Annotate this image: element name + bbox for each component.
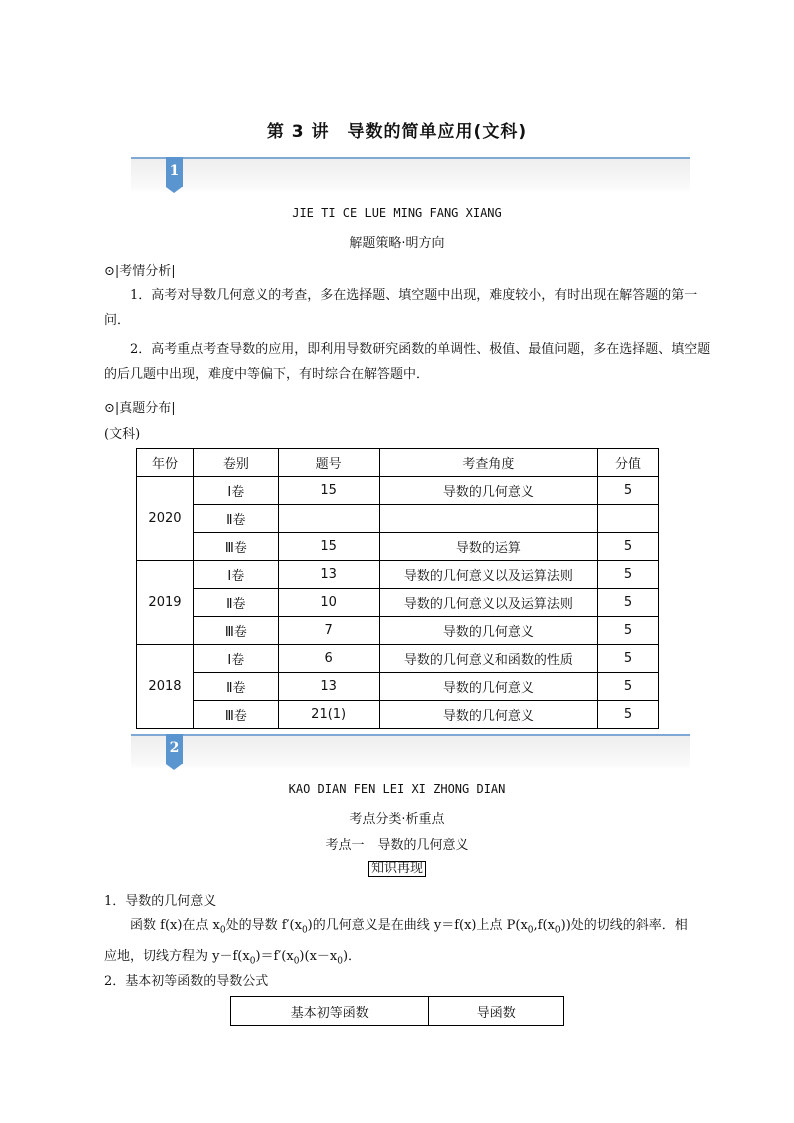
header-year: 年份 <box>137 449 194 477</box>
tihao-cell: 13 <box>278 673 379 701</box>
table-row <box>137 617 659 645</box>
fen-cell: 5 <box>598 701 659 729</box>
header-jiaodu: 考查角度 <box>379 449 598 477</box>
year-cell: 2019 <box>137 561 194 645</box>
jiaodu-cell: 导数的运算 <box>379 533 598 561</box>
header-tihao: 题号 <box>278 449 379 477</box>
section2-heading: 考点分类·析重点 <box>349 812 445 827</box>
juan-cell: Ⅲ卷 <box>193 533 278 561</box>
table-row <box>137 589 659 617</box>
juan-cell: Ⅲ卷 <box>193 617 278 645</box>
tihao-cell <box>278 505 379 533</box>
fen-cell: 5 <box>598 533 659 561</box>
fen-cell: 5 <box>598 477 659 505</box>
jiaodu-cell: 导数的几何意义以及运算法则 <box>379 589 598 617</box>
exam-distribution-table <box>136 448 659 729</box>
section-banner-1 <box>131 157 690 201</box>
juan-cell: Ⅱ卷 <box>193 673 278 701</box>
tihao-cell: 21(1) <box>278 701 379 729</box>
derivative-formula-table <box>230 996 564 1026</box>
year-cell: 2018 <box>137 645 194 729</box>
table-row <box>137 505 659 533</box>
kaoqing-label: ⊙|考情分析| <box>104 264 176 279</box>
para-2: 2．高考重点考查导数的应用，即利用导数研究函数的单调性、极值、最值问题，多在选择题、填空题的后几题中出现，难度中等偏下，有时综合在解答题中． <box>104 342 711 382</box>
section1-pinyin: JIE TI CE LUE MING FANG XIANG <box>292 206 502 220</box>
year-cell: 2020 <box>137 477 194 561</box>
table-row <box>137 533 659 561</box>
table-row <box>137 673 659 701</box>
section2-pinyin: KAO DIAN FEN LEI XI ZHONG DIAN <box>288 782 506 796</box>
jiaodu-cell <box>379 505 598 533</box>
header-fen: 分值 <box>598 449 659 477</box>
tihao-cell: 10 <box>278 589 379 617</box>
section-banner-2 <box>131 734 690 778</box>
table-row <box>137 701 659 729</box>
wenke-label: (文科) <box>104 427 141 442</box>
table-row <box>137 645 659 673</box>
fen-cell: 5 <box>598 561 659 589</box>
item1-title: 1．导数的几何意义 <box>104 894 217 909</box>
tihao-cell: 7 <box>278 617 379 645</box>
page-title: 第 3 讲 导数的简单应用(文科) <box>266 122 528 142</box>
jiaodu-cell: 导数的几何意义 <box>379 673 598 701</box>
table-header-row <box>137 449 659 477</box>
tihao-cell: 15 <box>278 533 379 561</box>
table-row <box>137 561 659 589</box>
section-badge-2: 2 <box>166 734 183 764</box>
section-badge-1: 1 <box>166 157 183 187</box>
fen-cell: 5 <box>598 645 659 673</box>
header-juan: 卷别 <box>193 449 278 477</box>
table-header-row <box>231 997 564 1026</box>
juan-cell: Ⅱ卷 <box>193 589 278 617</box>
table-row <box>137 477 659 505</box>
zhishi-label: 知识再现 <box>368 861 426 877</box>
juan-cell: Ⅰ卷 <box>193 477 278 505</box>
jiaodu-cell: 导数的几何意义 <box>379 477 598 505</box>
fen-cell: 5 <box>598 673 659 701</box>
item2-title: 2．基本初等函数的导数公式 <box>104 974 269 989</box>
juan-cell: Ⅰ卷 <box>193 561 278 589</box>
jiaodu-cell: 导数的几何意义和函数的性质 <box>379 645 598 673</box>
jiaodu-cell: 导数的几何意义 <box>379 617 598 645</box>
juan-cell: Ⅲ卷 <box>193 701 278 729</box>
tihao-cell: 6 <box>278 645 379 673</box>
section1-heading: 解题策略·明方向 <box>349 236 445 251</box>
jiaodu-cell: 导数的几何意义以及运算法则 <box>379 561 598 589</box>
zhenti-label: ⊙|真题分布| <box>104 401 176 416</box>
header-derivative: 导函数 <box>429 997 564 1026</box>
fen-cell: 5 <box>598 589 659 617</box>
tihao-cell: 15 <box>278 477 379 505</box>
fen-cell: 5 <box>598 617 659 645</box>
fen-cell <box>598 505 659 533</box>
tihao-cell: 13 <box>278 561 379 589</box>
zhishi-label-wrap <box>0 861 794 877</box>
para-1: 1．高考对导数几何意义的考查，多在选择题、填空题中出现，难度较小，有时出现在解答题的第一问． <box>104 288 698 328</box>
kaodian-heading: 考点一 导数的几何意义 <box>325 838 469 853</box>
header-basic-function: 基本初等函数 <box>231 997 429 1026</box>
jiaodu-cell: 导数的几何意义 <box>379 701 598 729</box>
item1-body: 函数 f(x)在点 $x_0$处的导数 $f'(x_0)$的几何意义是在曲线 y＝f(x)上点 $P(x_0,f(x_0))$处的切线的斜率．相 应地，切线方程为 $y-f(x_0)=f'(x_0)(x-x_0)$． <box>104 918 688 967</box>
juan-cell: Ⅱ卷 <box>193 505 278 533</box>
juan-cell: Ⅰ卷 <box>193 645 278 673</box>
